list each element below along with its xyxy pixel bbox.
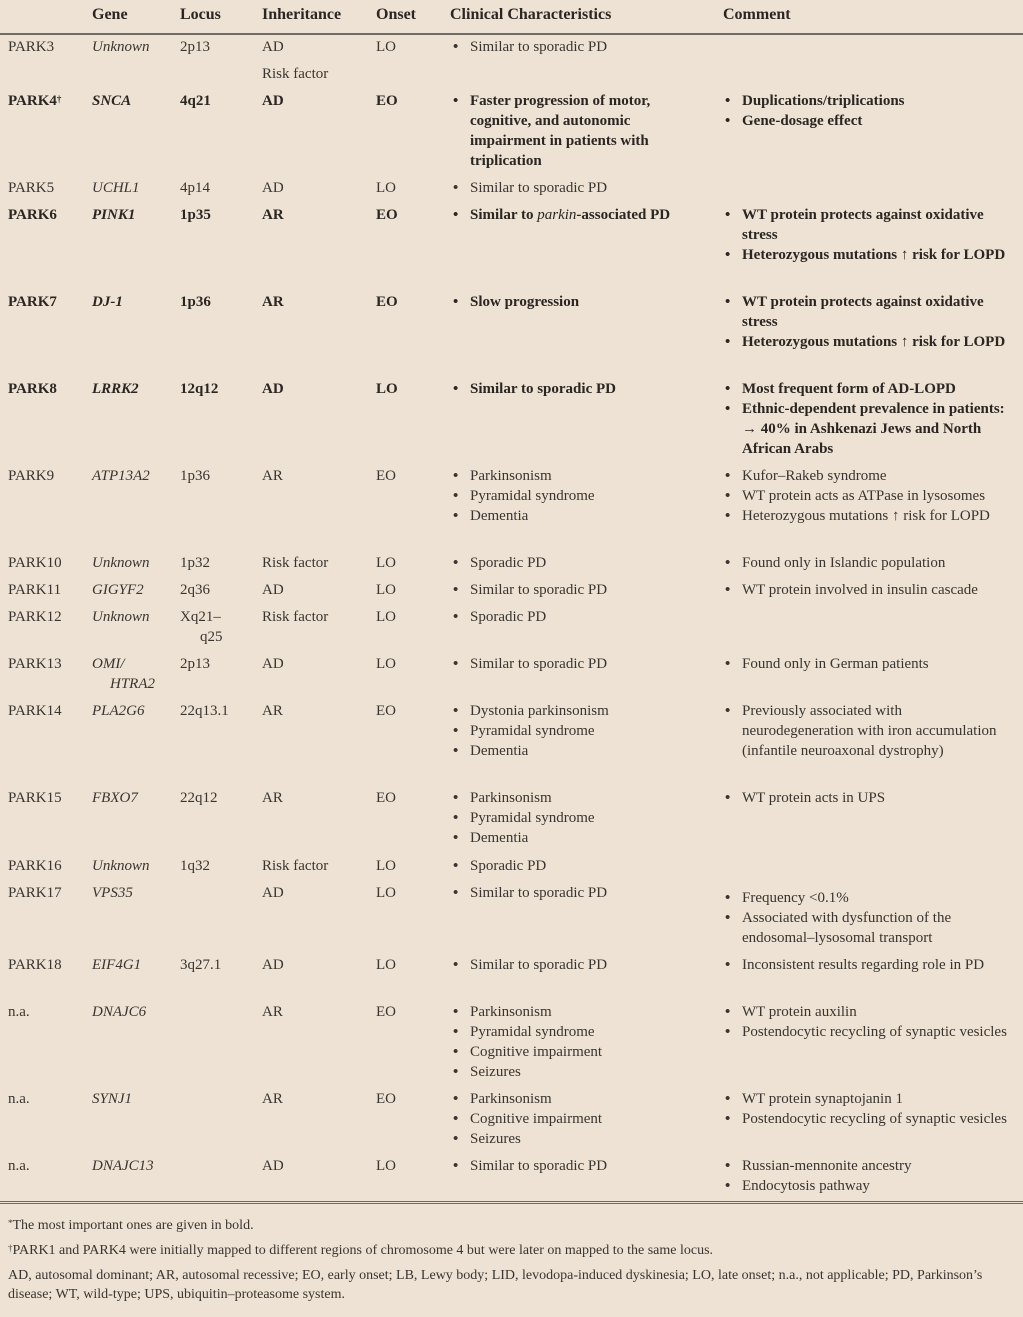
gene-name-cont: HTRA2 xyxy=(110,676,155,692)
row-onset: LO xyxy=(376,180,396,196)
row-clinical xyxy=(453,178,703,198)
inheritance-value: AR xyxy=(262,294,284,310)
clinical-text: Similar to xyxy=(470,207,538,223)
row-onset: EO xyxy=(376,207,398,223)
row-inheritance xyxy=(262,654,284,674)
row-comment xyxy=(725,466,1017,526)
inheritance-value: AD xyxy=(262,93,284,109)
row-park-name xyxy=(8,205,57,225)
gene-name: Unknown xyxy=(92,858,150,874)
locus-value: 1p36 xyxy=(180,294,211,310)
row-inheritance xyxy=(262,856,328,876)
inheritance-value: Risk factor xyxy=(262,555,329,571)
row-clinical xyxy=(453,580,703,600)
row-park-name xyxy=(8,955,62,975)
comment-item: • Postendocytic recycling of synaptic vesicles xyxy=(725,1022,1017,1042)
row-onset: EO xyxy=(376,1004,396,1020)
row-gene xyxy=(92,856,150,876)
locus-value: Xq21– xyxy=(180,609,221,625)
gene-name: GIGYF2 xyxy=(92,582,144,598)
comment-item: • Previously associated with neurodegeneration with iron accumulation (infantile neuroaxonal dystrophy) xyxy=(725,701,1017,761)
comment-item: • WT protein acts in UPS xyxy=(725,788,1017,808)
inheritance-value: AD xyxy=(262,180,284,196)
row-onset: LO xyxy=(376,39,396,55)
park-label: PARK17 xyxy=(8,885,62,901)
row-inheritance xyxy=(262,788,283,808)
row-gene xyxy=(92,178,140,198)
inheritance-value: AR xyxy=(262,468,283,484)
park-label: PARK4 xyxy=(8,93,57,109)
park-label: PARK5 xyxy=(8,180,55,196)
row-gene xyxy=(92,883,133,903)
header-comment: Comment xyxy=(723,6,791,23)
park-label: n.a. xyxy=(8,1158,30,1174)
gene-name: DJ-1 xyxy=(92,294,123,310)
row-clinical xyxy=(453,205,703,225)
gene-name: ATP13A2 xyxy=(92,468,150,484)
clinical-item: • Parkinsonism xyxy=(453,788,703,808)
gene-name: SNCA xyxy=(92,93,132,109)
row-locus xyxy=(180,379,218,399)
comment-item: • Endocytosis pathway xyxy=(725,1176,1017,1196)
row-onset: EO xyxy=(376,703,396,719)
row-clinical xyxy=(453,955,703,975)
row-clinical xyxy=(453,553,703,573)
row-clinical xyxy=(453,379,703,399)
clinical-item: • Similar to sporadic PD xyxy=(453,955,703,975)
row-gene xyxy=(92,1156,154,1176)
row-comment xyxy=(725,888,1017,948)
row-onset: LO xyxy=(376,885,396,901)
comment-item: • WT protein acts as ATPase in lysosomes xyxy=(725,486,1017,506)
gene-name: FBXO7 xyxy=(92,790,138,806)
row-clinical xyxy=(453,1156,703,1176)
inheritance-value: AR xyxy=(262,207,284,223)
row-inheritance xyxy=(262,466,283,486)
row-onset: LO xyxy=(376,858,396,874)
row-clinical xyxy=(453,91,703,171)
inheritance-value-2: Risk factor xyxy=(262,66,329,82)
park-label: PARK3 xyxy=(8,39,55,55)
clinical-text: -associated PD xyxy=(576,207,671,223)
gene-name: SYNJ1 xyxy=(92,1091,133,1107)
locus-value: 1q32 xyxy=(180,858,210,874)
park-label: n.a. xyxy=(8,1091,30,1107)
row-inheritance xyxy=(262,883,284,903)
row-onset: LO xyxy=(376,582,396,598)
row-gene xyxy=(92,553,150,573)
row-onset: EO xyxy=(376,93,398,109)
clinical-item: • Cognitive impairment xyxy=(453,1042,703,1062)
row-inheritance xyxy=(262,91,284,111)
row-inheritance xyxy=(262,1156,284,1176)
clinical-item: • Pyramidal syndrome xyxy=(453,1022,703,1042)
row-onset: LO xyxy=(376,381,398,397)
row-comment xyxy=(725,205,1017,265)
row-park-name xyxy=(8,553,62,573)
header-clinical: Clinical Characteristics xyxy=(450,6,612,23)
clinical-item: • Dementia xyxy=(453,506,703,526)
row-park-name xyxy=(8,607,62,627)
locus-value: 3q27.1 xyxy=(180,957,222,973)
comment-item: • Most frequent form of AD-LOPD xyxy=(725,379,1017,399)
row-clinical xyxy=(453,292,703,312)
clinical-item: • Parkinsonism xyxy=(453,1089,703,1109)
park-label: PARK18 xyxy=(8,957,62,973)
comment-item: • WT protein protects against oxidative stress xyxy=(725,292,1017,332)
table-bottom-rule xyxy=(0,1201,1023,1204)
park-label: PARK11 xyxy=(8,582,62,598)
row-comment xyxy=(725,654,1017,674)
comment-item: • Russian-mennonite ancestry xyxy=(725,1156,1017,1176)
gene-name: UCHL1 xyxy=(92,180,140,196)
row-inheritance xyxy=(262,955,284,975)
gene-name: Unknown xyxy=(92,39,150,55)
row-clinical xyxy=(453,1002,703,1082)
row-comment xyxy=(725,580,1017,600)
park-label: PARK16 xyxy=(8,858,62,874)
header-rule xyxy=(0,33,1023,35)
row-gene xyxy=(92,37,150,57)
row-onset: EO xyxy=(376,468,396,484)
gene-name: EIF4G1 xyxy=(92,957,142,973)
clinical-item: • Sporadic PD xyxy=(453,607,703,627)
footnote-bold xyxy=(8,1216,1018,1235)
inheritance-value: AD xyxy=(262,957,284,973)
clinical-item: • Pyramidal syndrome xyxy=(453,808,703,828)
row-comment xyxy=(725,553,1017,573)
row-park-name xyxy=(8,788,62,808)
row-comment xyxy=(725,91,1017,131)
row-locus xyxy=(180,788,218,808)
inheritance-value: AD xyxy=(262,885,284,901)
header-inheritance: Inheritance xyxy=(262,6,342,23)
row-inheritance xyxy=(262,178,284,198)
row-comment xyxy=(725,1156,1017,1196)
row-onset: LO xyxy=(376,656,396,672)
comment-item: • Heterozygous mutations ↑ risk for LOPD xyxy=(725,506,1017,526)
row-inheritance xyxy=(262,292,284,312)
row-locus xyxy=(180,292,211,312)
gene-name: VPS35 xyxy=(92,885,133,901)
comment-item: • WT protein auxilin xyxy=(725,1002,1017,1022)
comment-item: • Associated with dysfunction of the endosomal–lysosomal transport xyxy=(725,908,1017,948)
row-park-name xyxy=(8,701,62,721)
row-gene xyxy=(92,466,150,486)
clinical-item: • Similar to sporadic PD xyxy=(453,883,703,903)
inheritance-value: AD xyxy=(262,1158,284,1174)
row-comment xyxy=(725,788,1017,808)
gene-name: DNAJC13 xyxy=(92,1158,154,1174)
clinical-item: • Sporadic PD xyxy=(453,553,703,573)
row-gene xyxy=(92,379,139,399)
row-comment xyxy=(725,701,1017,761)
row-park-name xyxy=(8,292,57,312)
row-locus xyxy=(180,37,210,57)
row-park-name xyxy=(8,466,54,486)
row-clinical xyxy=(453,37,703,57)
row-comment xyxy=(725,1002,1017,1042)
clinical-item: • Parkinsonism xyxy=(453,1002,703,1022)
gene-name: DNAJC6 xyxy=(92,1004,147,1020)
row-inheritance xyxy=(262,379,284,399)
row-onset: LO xyxy=(376,555,396,571)
row-clinical xyxy=(453,883,703,903)
inheritance-value: AD xyxy=(262,656,284,672)
row-locus xyxy=(180,466,210,486)
locus-value: 22q12 xyxy=(180,790,218,806)
clinical-item: • Dementia xyxy=(453,828,703,848)
park-label: PARK12 xyxy=(8,609,62,625)
comment-item: • Heterozygous mutations ↑ risk for LOPD xyxy=(725,245,1017,265)
locus-value: 1p36 xyxy=(180,468,210,484)
row-park-name xyxy=(8,1002,30,1022)
row-clinical xyxy=(453,1089,703,1149)
locus-value: 12q12 xyxy=(180,381,219,397)
clinical-item: • Pyramidal syndrome xyxy=(453,721,703,741)
locus-value: 4q21 xyxy=(180,93,211,109)
row-clinical xyxy=(453,788,703,848)
row-gene xyxy=(92,607,150,627)
row-park-name xyxy=(8,1156,30,1176)
header-gene: Gene xyxy=(92,6,128,23)
row-gene xyxy=(92,580,144,600)
gene-name: LRRK2 xyxy=(92,381,139,397)
row-clinical xyxy=(453,654,703,674)
clinical-item: • Similar to sporadic PD xyxy=(453,379,703,399)
row-inheritance xyxy=(262,701,283,721)
inheritance-value: AR xyxy=(262,703,283,719)
comment-item: • WT protein protects against oxidative stress xyxy=(725,205,1017,245)
footnote-dagger-text: PARK1 and PARK4 were initially mapped to different regions of chromosome 4 but were later on mapped to the same locus. xyxy=(12,1243,714,1258)
clinical-item: • Similar to sporadic PD xyxy=(453,654,703,674)
row-clinical xyxy=(453,466,703,526)
footnote-dagger xyxy=(8,1241,1018,1260)
row-comment xyxy=(725,292,1017,352)
clinical-item: • Parkinsonism xyxy=(453,466,703,486)
row-gene xyxy=(92,788,138,808)
row-clinical xyxy=(453,856,703,876)
row-gene xyxy=(92,1002,146,1022)
row-park-name xyxy=(8,883,62,903)
row-park-name xyxy=(8,91,61,111)
row-inheritance xyxy=(262,553,328,573)
gene-name: PINK1 xyxy=(92,207,136,223)
locus-value: 4p14 xyxy=(180,180,210,196)
row-locus xyxy=(180,654,210,674)
row-park-name xyxy=(8,856,62,876)
clinical-item: • Pyramidal syndrome xyxy=(453,486,703,506)
inheritance-value: AR xyxy=(262,1004,283,1020)
header-locus: Locus xyxy=(180,6,221,23)
park-label: PARK8 xyxy=(8,381,57,397)
clinical-item: • Seizures xyxy=(453,1129,703,1149)
clinical-item xyxy=(453,205,703,225)
gene-name: PLA2G6 xyxy=(92,703,145,719)
row-onset: EO xyxy=(376,790,396,806)
clinical-item: • Faster progression of motor, cognitive, and autonomic impairment in patients with triplication xyxy=(453,91,703,171)
clinical-item: • Slow progression xyxy=(453,292,703,312)
comment-item: • Ethnic-dependent prevalence in patients: → 40% in Ashkenazi Jews and North African Arabs xyxy=(725,399,1017,459)
row-gene xyxy=(92,955,141,975)
row-park-name xyxy=(8,654,62,674)
row-locus xyxy=(180,607,223,647)
gene-name: Unknown xyxy=(92,609,150,625)
row-onset: LO xyxy=(376,1158,396,1174)
row-locus xyxy=(180,205,211,225)
row-inheritance xyxy=(262,37,328,84)
clinical-item: • Seizures xyxy=(453,1062,703,1082)
park-label: n.a. xyxy=(8,1004,30,1020)
park-label: PARK9 xyxy=(8,468,55,484)
footnote-abbreviations: AD, autosomal dominant; AR, autosomal recessive; EO, early onset; LB, Lewy body; LID, levodopa-induced dyskinesia; LO, late onset; n.a., not applicable; PD, Parkinson’s disease; WT, wild-type; UPS, ubiquitin–proteasome system. xyxy=(8,1268,983,1302)
comment-item: • Frequency <0.1% xyxy=(725,888,1017,908)
row-inheritance xyxy=(262,205,284,225)
row-gene xyxy=(92,292,123,312)
row-gene xyxy=(92,654,155,694)
footnote-mark-dagger: † xyxy=(8,1243,13,1253)
row-comment xyxy=(725,379,1017,459)
row-onset: EO xyxy=(376,294,398,310)
inheritance-value: Risk factor xyxy=(262,858,329,874)
row-park-name xyxy=(8,379,57,399)
gene-name: Unknown xyxy=(92,555,150,571)
clinical-item: • Similar to sporadic PD xyxy=(453,37,703,57)
locus-value: 2p13 xyxy=(180,39,210,55)
inheritance-value: Risk factor xyxy=(262,609,329,625)
clinical-item: • Similar to sporadic PD xyxy=(453,178,703,198)
dagger-mark: † xyxy=(56,94,62,104)
inheritance-value: AD xyxy=(262,39,284,55)
clinical-item: • Dementia xyxy=(453,741,703,761)
row-gene xyxy=(92,91,131,111)
row-locus xyxy=(180,955,221,975)
comment-item: • Found only in Islandic population xyxy=(725,553,1017,573)
comment-item: • Gene-dosage effect xyxy=(725,111,1017,131)
row-clinical xyxy=(453,701,703,761)
row-park-name xyxy=(8,37,54,57)
clinical-item: • Dystonia parkinsonism xyxy=(453,701,703,721)
row-clinical xyxy=(453,607,703,627)
inheritance-value: AR xyxy=(262,790,283,806)
comment-item: • Heterozygous mutations ↑ risk for LOPD xyxy=(725,332,1017,352)
locus-value: 1p35 xyxy=(180,207,211,223)
park-label: PARK6 xyxy=(8,207,57,223)
row-park-name xyxy=(8,580,61,600)
comment-item: • Found only in German patients xyxy=(725,654,1017,674)
comment-item: • Kufor–Rakeb syndrome xyxy=(725,466,1017,486)
comment-item: • Postendocytic recycling of synaptic vesicles xyxy=(725,1109,1017,1129)
row-inheritance xyxy=(262,607,328,627)
locus-value: 1p32 xyxy=(180,555,210,571)
comment-item: • WT protein synaptojanin 1 xyxy=(725,1089,1017,1109)
row-inheritance xyxy=(262,580,284,600)
gene-name: OMI/ xyxy=(92,656,125,672)
locus-value: 22q13.1 xyxy=(180,703,229,719)
row-park-name xyxy=(8,178,54,198)
row-onset: EO xyxy=(376,1091,396,1107)
row-inheritance xyxy=(262,1089,283,1109)
row-inheritance xyxy=(262,1002,283,1022)
row-gene xyxy=(92,701,145,721)
row-locus xyxy=(180,580,210,600)
row-locus xyxy=(180,178,210,198)
row-locus xyxy=(180,701,229,721)
row-comment xyxy=(725,955,1017,975)
clinical-item: • Similar to sporadic PD xyxy=(453,1156,703,1176)
comment-item: • Inconsistent results regarding role in PD xyxy=(725,955,1017,975)
comment-item: • Duplications/triplications xyxy=(725,91,1017,111)
locus-value: 2p13 xyxy=(180,656,210,672)
clinical-item: • Sporadic PD xyxy=(453,856,703,876)
header-onset: Onset xyxy=(376,6,416,23)
locus-value-cont: q25 xyxy=(200,629,223,645)
clinical-item: • Similar to sporadic PD xyxy=(453,580,703,600)
row-onset: LO xyxy=(376,609,396,625)
park-label: PARK10 xyxy=(8,555,62,571)
row-locus xyxy=(180,856,210,876)
clinical-item: • Cognitive impairment xyxy=(453,1109,703,1129)
row-gene xyxy=(92,205,135,225)
park-label: PARK15 xyxy=(8,790,62,806)
row-onset: LO xyxy=(376,957,396,973)
clinical-italic: parkin xyxy=(537,207,577,223)
comment-item: • WT protein involved in insulin cascade xyxy=(725,580,1017,600)
locus-value: 2q36 xyxy=(180,582,210,598)
park-label: PARK7 xyxy=(8,294,57,310)
row-park-name xyxy=(8,1089,30,1109)
inheritance-value: AD xyxy=(262,381,284,397)
row-comment xyxy=(725,1089,1017,1129)
row-gene xyxy=(92,1089,132,1109)
park-label: PARK13 xyxy=(8,656,62,672)
row-locus xyxy=(180,553,210,573)
footnote-bold-text: The most important ones are given in bold. xyxy=(12,1218,254,1233)
park-label: PARK14 xyxy=(8,703,62,719)
inheritance-value: AD xyxy=(262,582,284,598)
row-locus xyxy=(180,91,211,111)
footnote-mark-asterisk: * xyxy=(8,1218,13,1228)
inheritance-value: AR xyxy=(262,1091,283,1107)
